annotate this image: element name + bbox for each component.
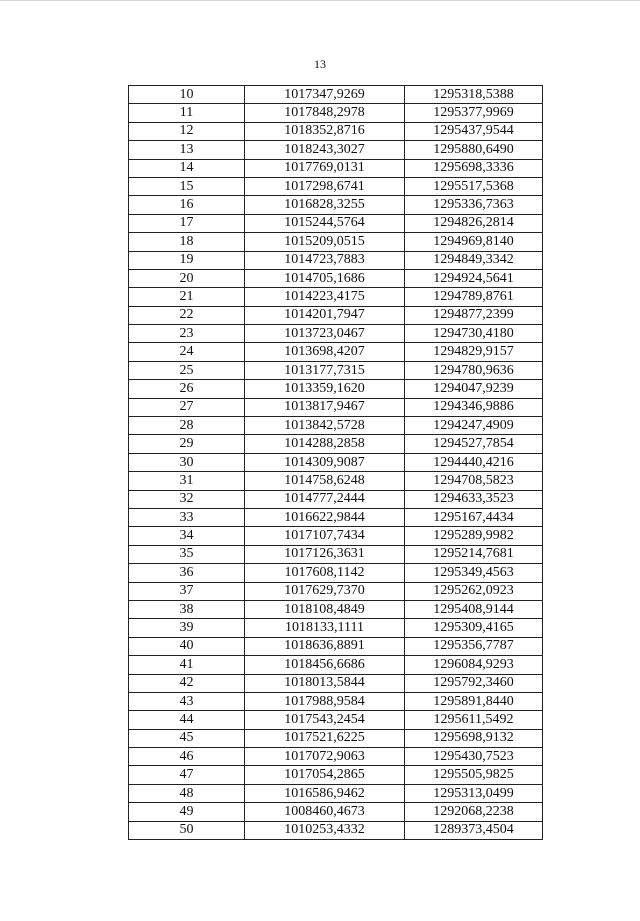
- point-number-cell: 21: [129, 288, 245, 306]
- point-number-cell: 16: [129, 196, 245, 214]
- point-number-cell: 37: [129, 582, 245, 600]
- x-coordinate-cell: 1015209,0515: [245, 233, 405, 251]
- point-number-cell: 43: [129, 692, 245, 710]
- point-number-cell: 50: [129, 821, 245, 839]
- x-coordinate-cell: 1017521,6225: [245, 729, 405, 747]
- x-coordinate-cell: 1013177,7315: [245, 361, 405, 379]
- point-number-cell: 30: [129, 453, 245, 471]
- y-coordinate-cell: 1294730,4180: [405, 325, 543, 343]
- x-coordinate-cell: 1014309,9087: [245, 453, 405, 471]
- table-row: [129, 582, 543, 600]
- x-coordinate-cell: 1017769,0131: [245, 159, 405, 177]
- x-coordinate-cell: 1013359,1620: [245, 380, 405, 398]
- y-coordinate-cell: 1295698,3336: [405, 159, 543, 177]
- x-coordinate-cell: 1014777,2444: [245, 490, 405, 508]
- point-number-cell: 20: [129, 269, 245, 287]
- x-coordinate-cell: 1014723,7883: [245, 251, 405, 269]
- point-number-cell: 14: [129, 159, 245, 177]
- table-row: [129, 729, 543, 747]
- table-row: [129, 472, 543, 490]
- y-coordinate-cell: 1295505,9825: [405, 766, 543, 784]
- table-row: [129, 417, 543, 435]
- point-number-cell: 29: [129, 435, 245, 453]
- point-number-cell: 44: [129, 711, 245, 729]
- point-number-cell: 39: [129, 619, 245, 637]
- x-coordinate-cell: 1017298,6741: [245, 177, 405, 195]
- y-coordinate-cell: 1295318,5388: [405, 86, 543, 104]
- y-coordinate-cell: 1295437,9544: [405, 122, 543, 140]
- y-coordinate-cell: 1295349,4563: [405, 564, 543, 582]
- table-row: [129, 564, 543, 582]
- y-coordinate-cell: 1294346,9886: [405, 398, 543, 416]
- y-coordinate-cell: 1295262,0923: [405, 582, 543, 600]
- point-number-cell: 47: [129, 766, 245, 784]
- table-row: [129, 122, 543, 140]
- point-number-cell: 27: [129, 398, 245, 416]
- x-coordinate-cell: 1017629,7370: [245, 582, 405, 600]
- x-coordinate-cell: 1017107,7434: [245, 527, 405, 545]
- y-coordinate-cell: 1295214,7681: [405, 545, 543, 563]
- x-coordinate-cell: 1013698,4207: [245, 343, 405, 361]
- point-number-cell: 19: [129, 251, 245, 269]
- x-coordinate-cell: 1014758,6248: [245, 472, 405, 490]
- y-coordinate-cell: 1294924,5641: [405, 269, 543, 287]
- point-number-cell: 18: [129, 233, 245, 251]
- y-coordinate-cell: 1295356,7787: [405, 637, 543, 655]
- table-row: [129, 821, 543, 839]
- x-coordinate-cell: 1016828,3255: [245, 196, 405, 214]
- table-row: [129, 343, 543, 361]
- table-row: [129, 508, 543, 526]
- point-number-cell: 10: [129, 86, 245, 104]
- table-row: [129, 784, 543, 802]
- y-coordinate-cell: 1294877,2399: [405, 306, 543, 324]
- x-coordinate-cell: 1017608,1142: [245, 564, 405, 582]
- y-coordinate-cell: 1295377,9969: [405, 104, 543, 122]
- page-number: 13: [314, 57, 326, 71]
- x-coordinate-cell: 1013723,0467: [245, 325, 405, 343]
- x-coordinate-cell: 1017126,3631: [245, 545, 405, 563]
- table-row: [129, 766, 543, 784]
- y-coordinate-cell: 1295408,9144: [405, 600, 543, 618]
- y-coordinate-cell: 1294708,5823: [405, 472, 543, 490]
- x-coordinate-cell: 1014201,7947: [245, 306, 405, 324]
- point-number-cell: 11: [129, 104, 245, 122]
- table-row: [129, 619, 543, 637]
- y-coordinate-cell: 1295517,5368: [405, 177, 543, 195]
- point-number-cell: 41: [129, 656, 245, 674]
- y-coordinate-cell: 1294440,4216: [405, 453, 543, 471]
- table-row: [129, 435, 543, 453]
- table-row: [129, 325, 543, 343]
- x-coordinate-cell: 1017848,2978: [245, 104, 405, 122]
- table-row: [129, 141, 543, 159]
- point-number-cell: 23: [129, 325, 245, 343]
- table-row: [129, 637, 543, 655]
- x-coordinate-cell: 1016622,9844: [245, 508, 405, 526]
- table-row: [129, 233, 543, 251]
- y-coordinate-cell: 1294780,9636: [405, 361, 543, 379]
- y-coordinate-cell: 1295430,7523: [405, 748, 543, 766]
- point-number-cell: 22: [129, 306, 245, 324]
- table-row: [129, 159, 543, 177]
- point-number-cell: 12: [129, 122, 245, 140]
- point-number-cell: 25: [129, 361, 245, 379]
- point-number-cell: 33: [129, 508, 245, 526]
- y-coordinate-cell: 1292068,2238: [405, 803, 543, 821]
- table-row: [129, 214, 543, 232]
- y-coordinate-cell: 1294633,3523: [405, 490, 543, 508]
- table-row: [129, 288, 543, 306]
- x-coordinate-cell: 1014288,2858: [245, 435, 405, 453]
- y-coordinate-cell: 1295289,9982: [405, 527, 543, 545]
- point-number-cell: 28: [129, 417, 245, 435]
- y-coordinate-cell: 1295313,0499: [405, 784, 543, 802]
- point-number-cell: 35: [129, 545, 245, 563]
- x-coordinate-cell: 1018352,8716: [245, 122, 405, 140]
- x-coordinate-cell: 1017072,9063: [245, 748, 405, 766]
- x-coordinate-cell: 1017347,9269: [245, 86, 405, 104]
- point-number-cell: 15: [129, 177, 245, 195]
- table-row: [129, 104, 543, 122]
- y-coordinate-cell: 1289373,4504: [405, 821, 543, 839]
- point-number-cell: 24: [129, 343, 245, 361]
- point-number-cell: 40: [129, 637, 245, 655]
- point-number-cell: 32: [129, 490, 245, 508]
- point-number-cell: 49: [129, 803, 245, 821]
- y-coordinate-cell: 1294527,7854: [405, 435, 543, 453]
- table-row: [129, 361, 543, 379]
- x-coordinate-cell: 1016586,9462: [245, 784, 405, 802]
- table-row: [129, 674, 543, 692]
- x-coordinate-cell: 1013842,5728: [245, 417, 405, 435]
- table-row: [129, 177, 543, 195]
- point-number-cell: 42: [129, 674, 245, 692]
- table-row: [129, 545, 543, 563]
- point-number-cell: 34: [129, 527, 245, 545]
- point-number-cell: 26: [129, 380, 245, 398]
- x-coordinate-cell: 1010253,4332: [245, 821, 405, 839]
- y-coordinate-cell: 1294247,4909: [405, 417, 543, 435]
- table-row: [129, 306, 543, 324]
- table-row: [129, 490, 543, 508]
- table-row: [129, 86, 543, 104]
- table-row: [129, 380, 543, 398]
- x-coordinate-cell: 1014223,4175: [245, 288, 405, 306]
- y-coordinate-cell: 1294969,8140: [405, 233, 543, 251]
- table-row: [129, 711, 543, 729]
- y-coordinate-cell: 1295336,7363: [405, 196, 543, 214]
- x-coordinate-cell: 1018243,3027: [245, 141, 405, 159]
- x-coordinate-cell: 1018108,4849: [245, 600, 405, 618]
- table-row: [129, 453, 543, 471]
- table-row: [129, 748, 543, 766]
- point-number-cell: 48: [129, 784, 245, 802]
- point-number-cell: 45: [129, 729, 245, 747]
- x-coordinate-cell: 1017054,2865: [245, 766, 405, 784]
- top-rule: [0, 0, 640, 1]
- table-row: [129, 692, 543, 710]
- x-coordinate-cell: 1017988,9584: [245, 692, 405, 710]
- point-number-cell: 36: [129, 564, 245, 582]
- x-coordinate-cell: 1017543,2454: [245, 711, 405, 729]
- x-coordinate-cell: 1018133,1111: [245, 619, 405, 637]
- coordinates-table: [128, 85, 543, 840]
- table-row: [129, 196, 543, 214]
- table-row: [129, 600, 543, 618]
- point-number-cell: 46: [129, 748, 245, 766]
- y-coordinate-cell: 1294826,2814: [405, 214, 543, 232]
- point-number-cell: 13: [129, 141, 245, 159]
- y-coordinate-cell: 1294849,3342: [405, 251, 543, 269]
- x-coordinate-cell: 1013817,9467: [245, 398, 405, 416]
- y-coordinate-cell: 1295880,6490: [405, 141, 543, 159]
- x-coordinate-cell: 1014705,1686: [245, 269, 405, 287]
- table-row: [129, 527, 543, 545]
- y-coordinate-cell: 1295792,3460: [405, 674, 543, 692]
- y-coordinate-cell: 1295611,5492: [405, 711, 543, 729]
- point-number-cell: 31: [129, 472, 245, 490]
- y-coordinate-cell: 1295309,4165: [405, 619, 543, 637]
- y-coordinate-cell: 1296084,9293: [405, 656, 543, 674]
- y-coordinate-cell: 1295891,8440: [405, 692, 543, 710]
- table-row: [129, 803, 543, 821]
- point-number-cell: 17: [129, 214, 245, 232]
- point-number-cell: 38: [129, 600, 245, 618]
- table-row: [129, 398, 543, 416]
- y-coordinate-cell: 1295167,4434: [405, 508, 543, 526]
- table-row: [129, 251, 543, 269]
- y-coordinate-cell: 1295698,9132: [405, 729, 543, 747]
- x-coordinate-cell: 1018456,6686: [245, 656, 405, 674]
- coordinates-table-body: [129, 86, 543, 840]
- y-coordinate-cell: 1294829,9157: [405, 343, 543, 361]
- x-coordinate-cell: 1015244,5764: [245, 214, 405, 232]
- table-row: [129, 269, 543, 287]
- x-coordinate-cell: 1008460,4673: [245, 803, 405, 821]
- x-coordinate-cell: 1018636,8891: [245, 637, 405, 655]
- table-row: [129, 656, 543, 674]
- x-coordinate-cell: 1018013,5844: [245, 674, 405, 692]
- y-coordinate-cell: 1294789,8761: [405, 288, 543, 306]
- y-coordinate-cell: 1294047,9239: [405, 380, 543, 398]
